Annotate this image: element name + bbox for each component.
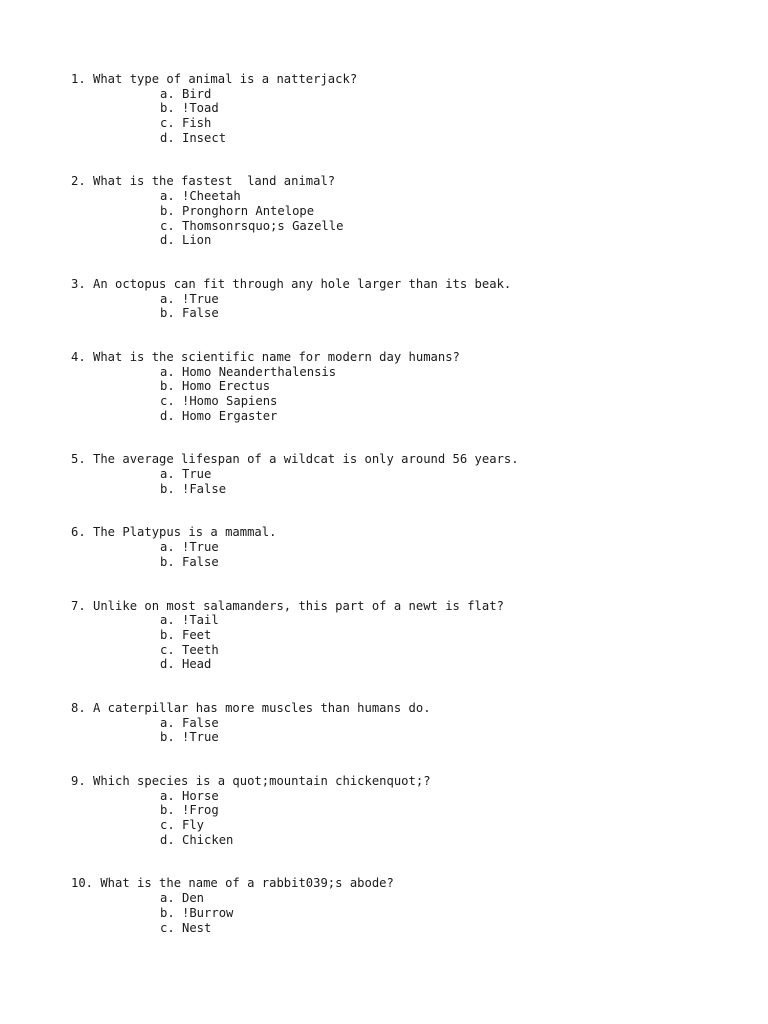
answer-option: b. !False (160, 481, 227, 496)
answer-option: a. True (160, 467, 212, 482)
question-text: 2. What is the fastest land animal? (71, 174, 336, 189)
question-text: 6. The Platypus is a mammal. (71, 525, 277, 540)
answer-option: d. Chicken (160, 832, 234, 847)
question-block (71, 350, 751, 423)
answer-option: a. Homo Neanderthalensis (160, 364, 337, 379)
question-block (71, 701, 751, 745)
question-text: 9. Which species is a quot;mountain chickenquot;? (71, 774, 431, 788)
question-text: 3. An octopus can fit through any hole larger than its beak. (71, 276, 512, 291)
quiz-document (71, 72, 751, 964)
question-block (71, 599, 751, 672)
question-block (71, 876, 751, 935)
question-text: 10. What is the name of a rabbit039;s abode? (71, 876, 394, 891)
answer-option: d. Homo Ergaster (160, 408, 278, 423)
answer-option: d. Head (160, 657, 212, 672)
question-text: 1. What type of animal is a natterjack? (71, 72, 358, 86)
answer-option: b. Homo Erectus (160, 379, 271, 394)
question-block (71, 174, 751, 247)
answer-option: a. Den (160, 891, 205, 906)
answer-option: b. False (160, 306, 219, 321)
answer-option: c. Nest (160, 920, 212, 935)
question-block (71, 277, 751, 321)
answer-option: a. !Cheetah (160, 189, 241, 204)
question-text: 8. A caterpillar has more muscles than humans do. (71, 700, 431, 715)
answer-option: b. !Frog (160, 803, 219, 818)
answer-option: d. Lion (160, 233, 212, 248)
answer-option: c. Thomsonrsquo;s Gazelle (160, 218, 344, 233)
answer-option: b. !Burrow (160, 905, 234, 920)
question-block (71, 774, 751, 847)
answer-option: c. Teeth (160, 642, 219, 657)
question-block (71, 72, 751, 145)
answer-option: a. !Tail (160, 613, 219, 628)
answer-option: a. !True (160, 291, 219, 306)
answer-option: a. !True (160, 540, 219, 555)
answer-option: c. Fly (160, 818, 205, 833)
question-block (71, 452, 751, 496)
answer-option: c. Fish (160, 116, 212, 131)
answer-option: c. !Homo Sapiens (160, 394, 278, 408)
answer-option: b. !True (160, 730, 219, 745)
question-text: 7. Unlike on most salamanders, this part of a newt is flat? (71, 598, 504, 613)
question-text: 5. The average lifespan of a wildcat is only around 56 years. (71, 452, 519, 467)
answer-option: d. Insect (160, 130, 227, 145)
answer-option: b. !Toad (160, 101, 219, 116)
question-text: 4. What is the scientific name for modern day humans? (71, 349, 460, 364)
answer-option: b. False (160, 554, 219, 569)
question-block (71, 525, 751, 569)
answer-option: a. Bird (160, 86, 212, 101)
answer-option: a. False (160, 715, 219, 730)
answer-option: a. Horse (160, 788, 219, 803)
answer-option: b. Pronghorn Antelope (160, 203, 315, 218)
answer-option: b. Feet (160, 627, 212, 642)
